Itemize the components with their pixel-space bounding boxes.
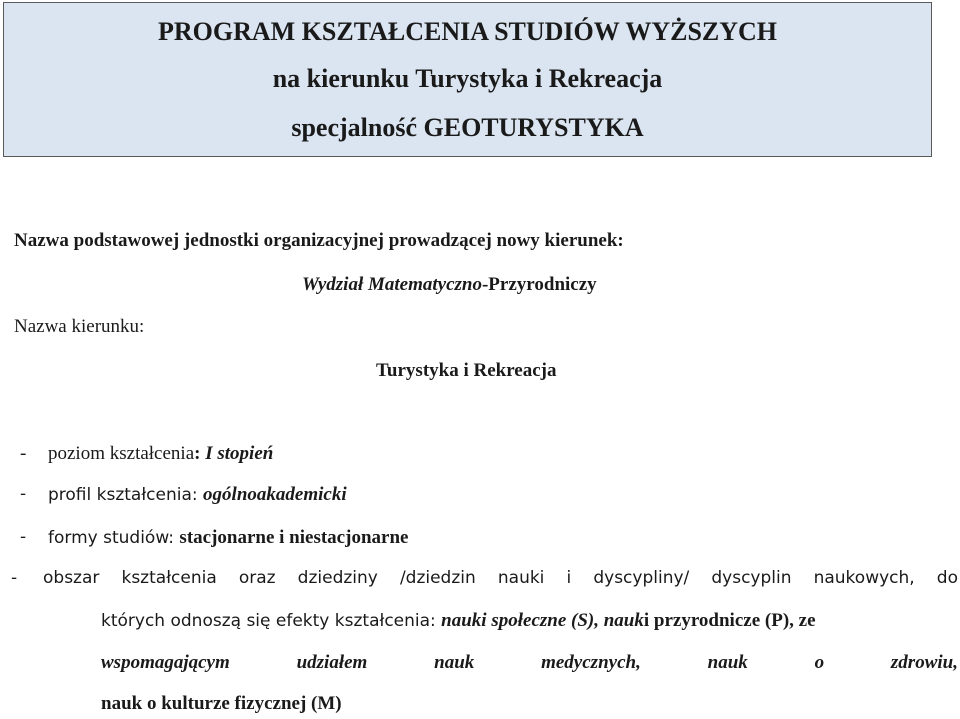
area-word: obszar: [43, 568, 100, 588]
area-word: nauki: [497, 568, 545, 588]
area-line-2-italic: nauki społeczne (S), nauk: [441, 610, 644, 631]
area-word: wspomagającym: [101, 652, 230, 673]
area-word: medycznych,: [541, 652, 641, 673]
area-word: dziedziny: [297, 568, 378, 588]
program-field: na kierunku Turystyka i Rekreacja: [272, 64, 663, 93]
field-value: Turystyka i Rekreacja: [376, 360, 557, 381]
area-line-4: nauk o kulturze fizycznej (M): [101, 693, 342, 714]
level-label: poziom kształcenia: [48, 443, 195, 464]
area-line-1: [0, 568, 960, 594]
area-line-2-bold: i przyrodnicze (P), ze: [643, 610, 816, 631]
unit-label: Nazwa podstawowej jednostki organizacyjnej prowadzącej nowy kierunek:: [14, 230, 624, 251]
area-word: dyscyplin: [711, 568, 792, 588]
area-word: do: [936, 568, 958, 588]
profile-dash: -: [20, 484, 27, 504]
forms-dash: -: [20, 527, 27, 547]
unit-value: [302, 274, 597, 296]
area-word: /dziedzin: [399, 568, 476, 588]
area-word: oraz: [238, 568, 276, 588]
area-word: o: [814, 652, 825, 673]
area-word: nauk: [707, 652, 748, 673]
area-word: naukowych,: [813, 568, 915, 588]
profile-label: profil kształcenia:: [48, 485, 204, 505]
area-line-3: [0, 652, 960, 678]
header-box: [3, 2, 932, 157]
level-colon: :: [194, 443, 206, 464]
unit-value-italic: Wydział Matematyczno: [302, 274, 482, 295]
forms-row: [0, 527, 960, 551]
area-word: dyscypliny/: [593, 568, 690, 588]
unit-value-rest: -Przyrodniczy: [481, 274, 597, 295]
area-word: zdrowiu,: [890, 652, 958, 673]
area-word: nauk: [434, 652, 475, 673]
forms-value: stacjonarne i niestacjonarne: [179, 527, 409, 548]
program-specialty: specjalność GEOTURYSTYKA: [291, 113, 644, 142]
area-line-2: [101, 610, 816, 632]
forms-label: formy studiów:: [48, 528, 180, 548]
level-value: I stopień: [205, 443, 274, 464]
program-title: PROGRAM KSZTAŁCENIA STUDIÓW WYŻSZYCH: [157, 17, 778, 46]
profile-value: ogólnoakademicki: [203, 484, 347, 505]
level-dash: -: [20, 443, 27, 464]
area-word: i: [566, 568, 572, 588]
area-word: kształcenia: [121, 568, 217, 588]
area-word: udziałem: [296, 652, 368, 673]
profile-row: [0, 484, 960, 508]
area-dash: -: [11, 568, 18, 588]
area-line-2-plain: których odnoszą się efekty kształcenia:: [101, 611, 442, 631]
field-label: Nazwa kierunku:: [14, 316, 145, 337]
level-row: [0, 443, 960, 467]
